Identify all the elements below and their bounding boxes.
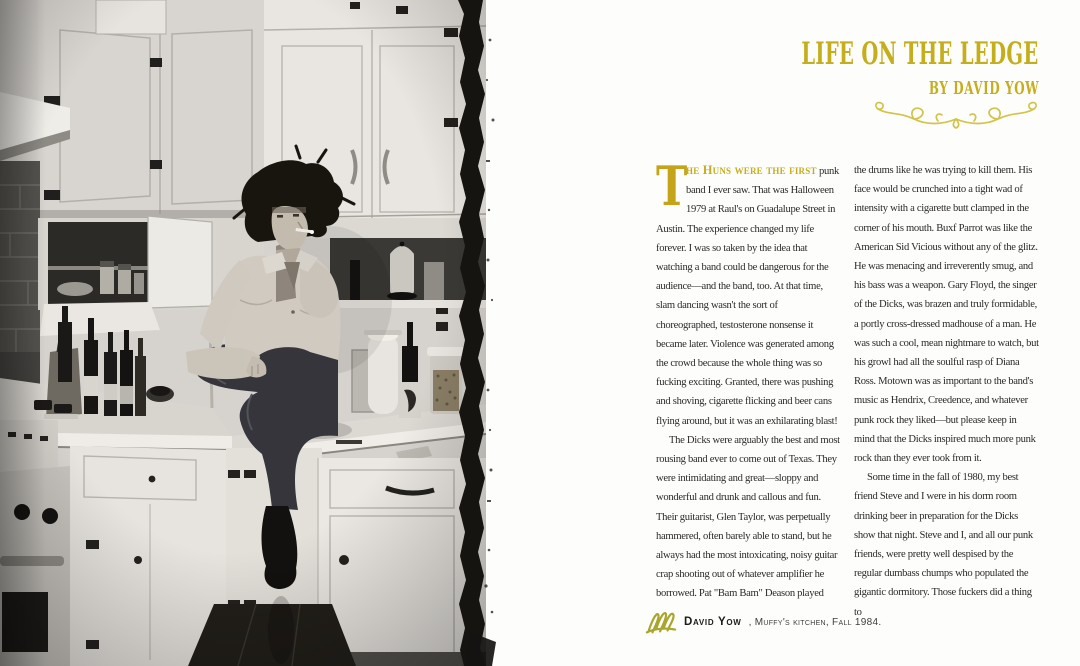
photo-caption [645, 609, 881, 635]
body-paragraph-2-continued: the drums like he was trying to kill them. His face would be crunched into a tight wad of intensity with a cigarette butt clamped in the corner of his mouth. Buxf Parrot was like the American Sid Vicious without any of the glitz. He was menacing and irreverently smug, and his bass was a weapon. Gary Floyd, the singer of the Dicks, was brazen and truly formidable, a portly cross-dressed madhouse of a man. He was such a cool, mean nightmare to watch, but his growl had all the soulful rasp of Diana Ross. Motown was as important to the band's music as Hendrix, Creedence, and whatever punk rock they liked—but please keep in mind that the Dicks inspired much more punk rock than they ever took from it. [854, 165, 1039, 465]
body-paragraph-3: Some time in the fall of 1980, my best friend Steve and I were in his dorm room drinking beer in preparation for the Dicks show that night. Steve and I, and all our punk friends, were pretty well despised by the regular dumbass chumps who populated the gigantic dormitory. Those fuckers did a thing to [854, 472, 1033, 618]
drop-cap: T [656, 154, 688, 218]
caption-name: David Yow [684, 616, 742, 628]
text-column-1 [656, 154, 841, 622]
lead-in: he Huns were the first [686, 163, 817, 177]
kitchen-photo [0, 0, 500, 666]
paragraph-text: punk band I ever saw. That was Halloween 1979 at Raul's on Guadalupe Street in Austin. The experience changed my life forever. I was so taken by the idea that watching a band could be dangerous for the audience—and the band, too. At that time, slam dancing wasn't the sort of choreographed, testosterone nonsense it became later. Violence was generated among the crowd because the whole thing was so fucking exciting. Granted, there was pushing and shoving, cigarette flicking and beer cans flying around, but it was an exhilarating blast! [656, 166, 840, 427]
photo-vignette [0, 0, 486, 666]
photo-page [0, 0, 500, 666]
caption-script-flourish-icon [645, 609, 677, 635]
caption-text: , Muffy's kitchen, Fall 1984. [748, 616, 882, 628]
photo-edge-shadow [0, 0, 46, 666]
ornament-flourish-icon [872, 99, 1040, 129]
body-paragraph-1 [656, 154, 841, 431]
article-body [656, 154, 1039, 622]
byline: BY DAVID YOW [928, 78, 1039, 99]
page-title: LIFE ON THE LEDGE [801, 36, 1039, 72]
body-paragraph-2: The Dicks were arguably the best and most rousing band ever to come out of Texas. They were intimidating and great—sloppy and wonderful and drunk and callous and fun. Their guitarist, Glen Taylor, was perpetually hammered, often barely able to stand, but he always had the most intoxicating, noisy guitar crap shooting out of whatever amplifier he borrowed. Pat "Bam Bam" Deason played [656, 434, 840, 600]
text-column-2 [854, 161, 1039, 622]
